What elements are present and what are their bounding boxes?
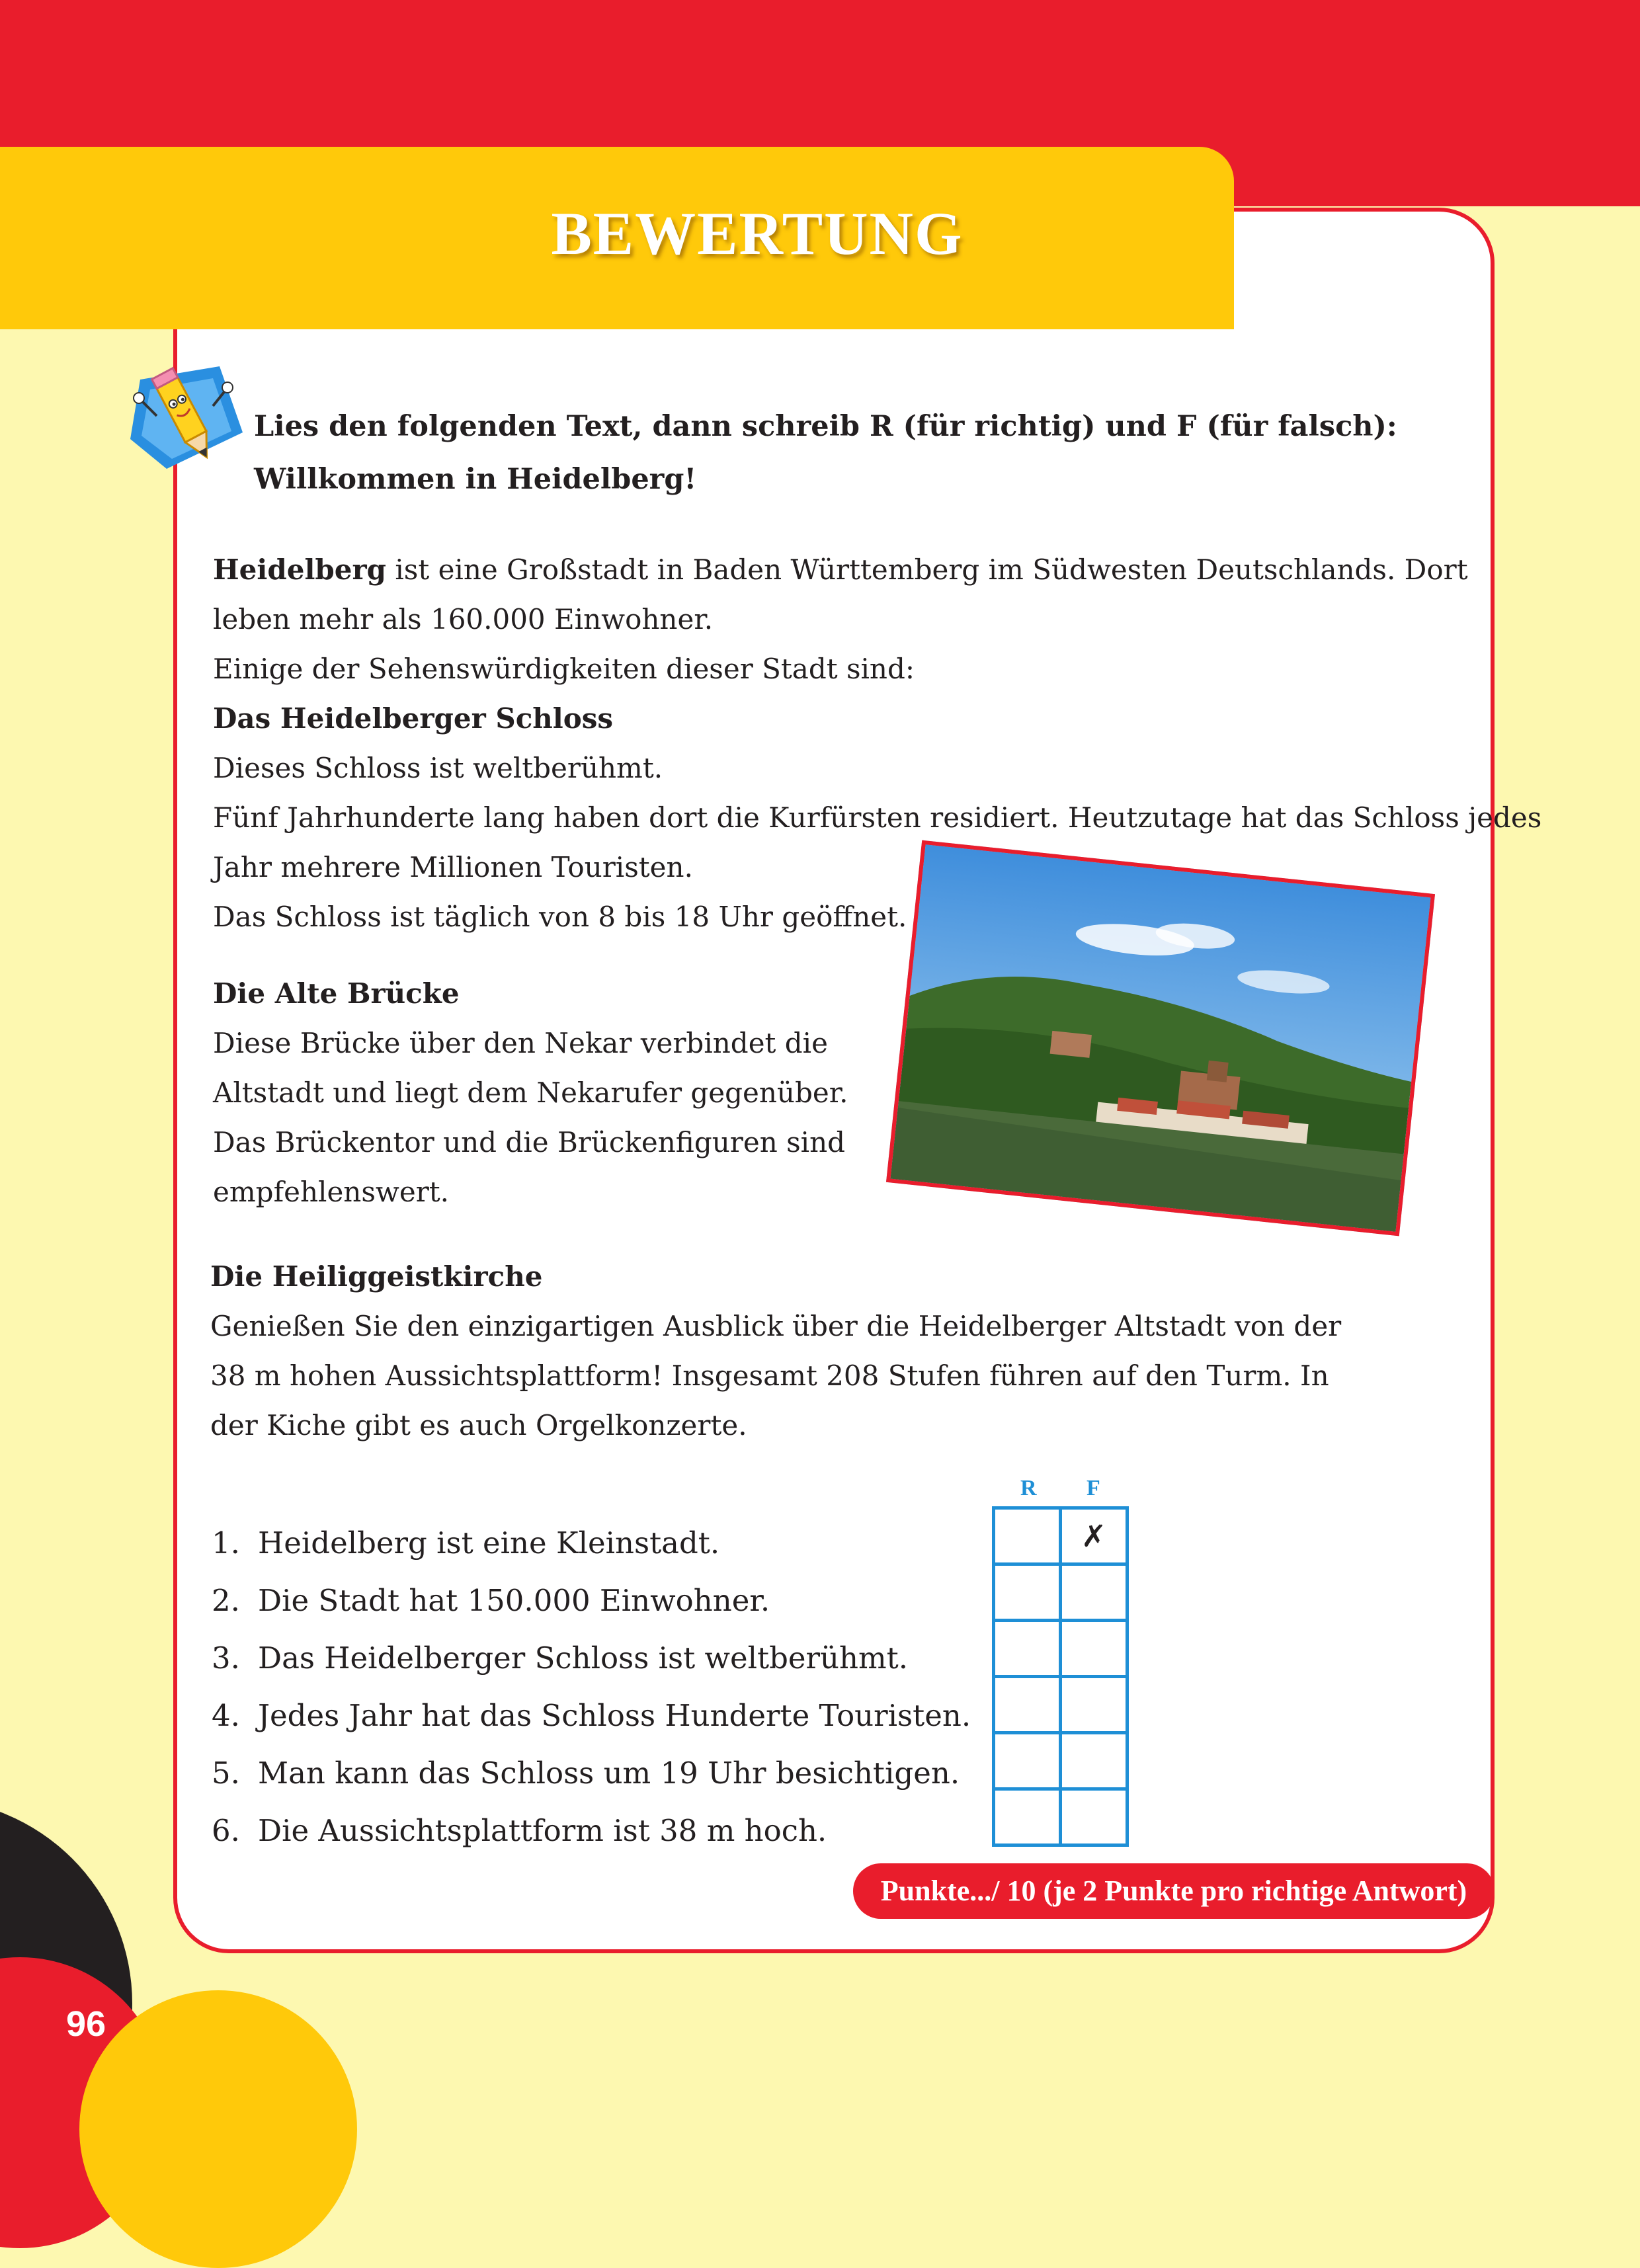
statement-item: 4. Jedes Jahr hat das Schloss Hunderte Touristen. — [212, 1698, 971, 1733]
statement-item: 5. Man kann das Schloss um 19 Uhr besichtigen. — [212, 1756, 960, 1791]
answer-box-r[interactable] — [994, 1564, 1061, 1621]
answer-row — [994, 1564, 1128, 1621]
heidelberg-photo — [886, 840, 1435, 1236]
answer-box-r[interactable] — [994, 1789, 1061, 1845]
bridge-line-4: empfehlenswert. — [213, 1176, 450, 1208]
page-number: 96 — [66, 2004, 106, 2044]
answer-box-f[interactable]: ✗ — [1061, 1508, 1128, 1564]
intro-line-1-text: ist eine Großstadt in Baden Württemberg im Südwesten Deutschlands. Dort — [386, 553, 1468, 586]
answer-box-r[interactable] — [994, 1508, 1061, 1564]
answer-box-f[interactable] — [1061, 1621, 1128, 1677]
statement-item: 2. Die Stadt hat 150.000 Einwohner. — [212, 1583, 770, 1618]
intro-line-2: leben mehr als 160.000 Einwohner. — [213, 603, 714, 635]
church-heading: Die Heiliggeistkirche — [210, 1260, 543, 1293]
page-title: BEWERTUNG — [551, 200, 964, 267]
church-line-3: der Kiche gibt es auch Orgelkonzerte. — [210, 1409, 747, 1441]
answer-box-f[interactable] — [1061, 1677, 1128, 1733]
castle-heading: Das Heidelberger Schloss — [213, 702, 614, 735]
statement-item: 3. Das Heidelberger Schloss ist weltberühmt. — [212, 1640, 909, 1676]
answer-box-f[interactable] — [1061, 1789, 1128, 1845]
bridge-heading: Die Alte Brücke — [213, 977, 460, 1010]
answer-box-r[interactable] — [994, 1677, 1061, 1733]
answer-box-f[interactable] — [1061, 1564, 1128, 1621]
answer-row — [994, 1508, 1128, 1564]
castle-line-3: Jahr mehrere Millionen Touristen. — [213, 851, 693, 883]
answer-grid — [992, 1506, 1129, 1847]
answer-row — [994, 1733, 1128, 1789]
statement-item: 1. Heidelberg ist eine Kleinstadt. — [212, 1525, 720, 1560]
corner-decoration-yellow — [79, 1990, 357, 2268]
column-header-f: F — [1086, 1476, 1100, 1500]
bridge-line-1: Diese Brücke über den Nekar verbindet die — [213, 1027, 828, 1059]
task-instruction: Lies den folgenden Text, dann schreib R (für richtig) und F (für falsch): Willkommen in Heidelberg! — [254, 410, 1397, 496]
intro-line-1 — [213, 545, 1468, 594]
church-line-2: 38 m hohen Aussichtsplattform! Insgesamt 208 Stufen führen auf den Turm. In — [210, 1359, 1329, 1392]
answer-row — [994, 1677, 1128, 1733]
answer-row — [994, 1789, 1128, 1845]
bridge-line-3: Das Brückentor und die Brückenfiguren sind — [213, 1126, 846, 1158]
city-name: Heidelberg — [213, 553, 386, 586]
castle-line-2: Fünf Jahrhunderte lang haben dort die Kurfürsten residiert. Heutzutage hat das Schloss jedes — [213, 801, 1542, 834]
answer-box-r[interactable] — [994, 1733, 1061, 1789]
pencil-mascot-icon — [120, 353, 253, 485]
intro-line-3: Einige der Sehenswürdigkeiten dieser Stadt sind: — [213, 653, 915, 685]
column-header-r: R — [1020, 1476, 1037, 1500]
castle-line-1: Dieses Schloss ist weltberühmt. — [213, 752, 663, 784]
castle-line-4: Das Schloss ist täglich von 8 bis 18 Uhr geöffnet. — [213, 901, 907, 933]
statement-item: 6. Die Aussichtsplattform ist 38 m hoch. — [212, 1813, 827, 1848]
answer-box-r[interactable] — [994, 1621, 1061, 1677]
answer-row — [994, 1621, 1128, 1677]
points-badge: Punkte.../ 10 (je 2 Punkte pro richtige Antwort) — [853, 1863, 1495, 1919]
bridge-line-2: Altstadt und liegt dem Nekarufer gegenüber. — [213, 1076, 848, 1109]
answer-box-f[interactable] — [1061, 1733, 1128, 1789]
church-line-1: Genießen Sie den einzigartigen Ausblick über die Heidelberger Altstadt von der — [210, 1310, 1342, 1342]
statement-list — [212, 1514, 972, 1859]
